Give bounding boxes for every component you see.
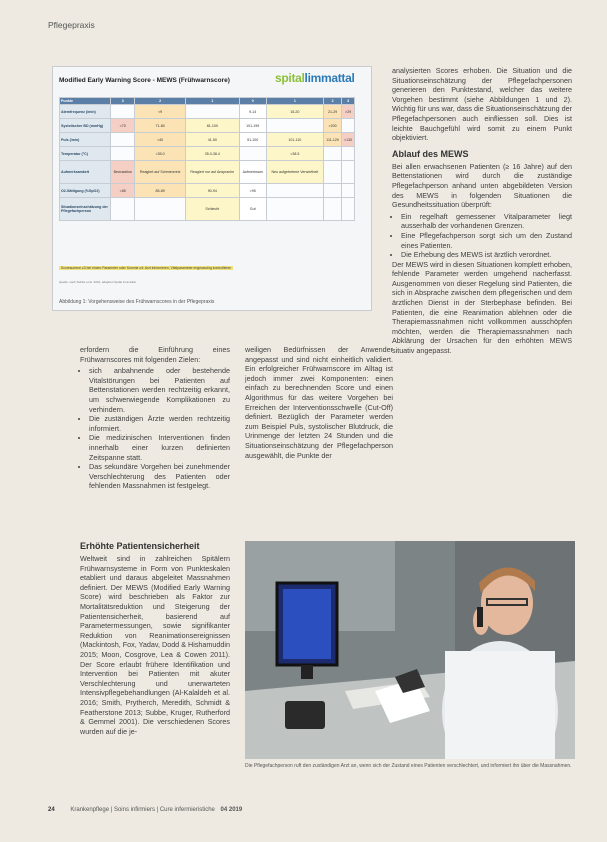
score-cell — [266, 119, 323, 133]
header-cell-score: 1 — [266, 98, 323, 105]
journal-name: Krankenpflege | Soins infirmiers | Cure infermieristiche — [70, 807, 215, 813]
score-cell: 111-129 — [324, 133, 342, 147]
table-row — [60, 198, 355, 221]
col3-paragraph: analysierten Scores erhoben. Die Situation und die Situationseinschätzung der Pflegefachpersonen generieren den Punktestand, welcher das weitere Vorgehen bestimmt (siehe Abbildungen 1 und 2). Wichtig für uns war, dass die Situationseinschätzung der Pflegefachpersonen auch einfliessen soll. Dies ist leichte Bauchgefühl wird somit zu einem Punkt objektiviert. — [392, 66, 572, 143]
row-label: Puls (/min) — [60, 133, 111, 147]
table-row — [60, 105, 355, 119]
score-cell: >95 — [239, 184, 266, 198]
list-item: • Das sekundäre Vorgehen bei zunehmender Verschlechterung des Patienten oder fehlenden Massnahmen ist festgelegt. — [89, 462, 230, 491]
row-label: Atemfrequenz (/min) — [60, 105, 111, 119]
mews-score-table — [59, 97, 355, 221]
ablauf-paragraph: Bei allen erwachsenen Patienten (≥ 16 Jahre) auf den Bettenstationen wird durch die zuständige Pflegefachperson anhand unten abgebildeten Version des MEWS in folgenden Situationen die Gesundheitssituation überprüft: — [392, 161, 572, 210]
score-cell: Aufmerksam — [239, 161, 266, 184]
score-cell — [135, 198, 185, 221]
score-cell: >130 — [342, 133, 355, 147]
score-cell: 21-29 — [324, 105, 342, 119]
score-cell: Bewusstlos — [111, 161, 135, 184]
section-2-paragraph: Weltweit sind in zahlreichen Spitälern Frühwarnsysteme in Form von Punkteskalen etabliert und daraus abgeleitet Massnahmen definiert. Der MEWS (Modified Early Warning Score) wird beschrieben als Faktor zur Mortalitätsreduktion und Steigerung der Patientensicherheit, basierend auf Parametermessungen, sowie signifikanter Reduktion von Reanimationsereignissen (Mackintosh, Fox, Yadav, Dodd & Hishamuddin 2015; Moon, Cosgrove, Lea & Cowen 2011). Der Score erlaubt frühere Identifikation und Intervention bei Patienten mit akuter Verschlechterung und unerwarteten Intensivpflegebehandlungen (Al-Kalaldeh et al. 2016; Smith, Prytherch, Meredith, Schmidt & Featherstone 2013; Subbe, Kruger, Rutherford & Gemmel 2001). Die verschiedenen Scores wurden auf die je- — [80, 554, 230, 736]
score-cell — [111, 133, 135, 147]
score-cell: Reagiert nur auf Ansprache — [185, 161, 239, 184]
list-item: • Ein regelhaft gemessener Vitalparameter liegt ausserhalb der vorhandenen Grenzen. — [401, 212, 572, 231]
page-number: 24 — [48, 807, 55, 813]
page-footer — [48, 807, 588, 813]
score-cell — [111, 198, 135, 221]
row-label: O2-Sättigung (%SpO2) — [60, 184, 111, 198]
column-1 — [80, 345, 230, 491]
score-cell: 15-20 — [266, 105, 323, 119]
ablauf-heading: Ablauf des MEWS — [392, 148, 469, 159]
ablauf-paragraph-2: Der MEWS wird in diesen Situationen komplett erhoben, fehlende Parameter werden umgehend nacherfasst. Ausgenommen von dieser Regelung sind Patienten, die sich in Absprache zwischen dem pflegerischen und dem ärztlichen Dienst in der Sterbephase befinden. Bei Patienten, die eine Reanimation ablehnen oder die Therapiemassnahmen nicht vollkommen ausschöpfen möchten, werden die Therapiemassnahmen nach Abklärung der Ursachen für den erhöhten MEWS situativ angepasst. — [392, 259, 572, 356]
list-item: • Die medizinischen Interventionen finden innerhalb einer kurzen definierten Zeitspanne statt. — [89, 433, 230, 462]
header-cell-score: 0 — [239, 98, 266, 105]
score-cell: <40 — [135, 133, 185, 147]
score-cell: 41-50 — [185, 133, 239, 147]
figure-caption: Abbildung 1: Vorgehensweise des Frühwarnscores in der Pflegepraxis — [59, 299, 215, 305]
list-item: • Die zuständigen Ärzte werden rechtzeitig informiert. — [89, 414, 230, 433]
header-cell-score: 3 — [111, 98, 135, 105]
list-item: • sich anbahnende oder bestehende Vitalstörungen bei Patienten auf Bettenstationen werden rechtzeitig erkannt, um schwerwiegende Komplikationen zu verhindern. — [89, 366, 230, 414]
score-cell: 101-110 — [266, 133, 323, 147]
score-cell: 85-89 — [135, 184, 185, 198]
score-cell: Reagiert auf Schmerzreiz — [135, 161, 185, 184]
score-cell — [324, 161, 342, 184]
header-cell-score: 3 — [342, 98, 355, 105]
row-label: Aufmerksamkeit — [60, 161, 111, 184]
header-cell-score: 2 — [135, 98, 185, 105]
score-cell — [342, 161, 355, 184]
score-legend: Scoresumme ≥3 bei einem Parameter oder Summe ≥4: Arzt informieren, Vitalparameter engmaschig kontrollieren — [61, 266, 232, 270]
score-cell: >200 — [324, 119, 342, 133]
score-cell: 9-14 — [239, 105, 266, 119]
score-cell: <35.0 — [135, 147, 185, 161]
score-cell: 101-199 — [239, 119, 266, 133]
mews-figure — [52, 66, 372, 311]
score-cell — [239, 147, 266, 161]
header-cell-score: 2 — [324, 98, 342, 105]
score-cell — [324, 198, 342, 221]
score-cell: >38.5 — [266, 147, 323, 161]
table-row — [60, 119, 355, 133]
score-cell: Schlecht — [185, 198, 239, 221]
list-item: • Die Erhebung des MEWS ist ärztlich verordnet. — [401, 250, 572, 260]
nurse-phone-photo — [245, 541, 575, 759]
score-cell — [324, 147, 342, 161]
figure-source: Quelle: nach Subbe et al. 2001, adaptiert Spital Limmattal — [59, 280, 136, 284]
header-cell-score: 1 — [185, 98, 239, 105]
table-row — [60, 184, 355, 198]
table-header-row — [60, 98, 355, 105]
row-label: Temperatur (°C) — [60, 147, 111, 161]
score-cell: <9 — [135, 105, 185, 119]
goals-list — [80, 366, 230, 491]
table-row — [60, 147, 355, 161]
col2-paragraph: weiligen Bedürfnissen der Anwender angepasst und sind nicht einheitlich validiert. Ein erfolgreicher Frühwarnscore im Alltag ist jedoch immer zwei Komponenten: einen einfach zu berechnenden Score und einen Algorithmus für das weitere Vorgehen bei Erreichen der Interventionsschwelle (Cut-Off) definiert. Bezüglich der Parameter werden zum Beispiel Puls, systolischer Blutdruck, die Urinmenge der letzten 24 Stunden und die Situationseinschätzung der Pflegefachperson ausgewählt, die Punkte der — [245, 345, 393, 460]
figure-title: Modified Early Warning Score - MEWS (Frühwarnscore) — [59, 77, 230, 84]
ablauf-list — [392, 212, 572, 260]
score-cell — [342, 147, 355, 161]
score-cell — [342, 119, 355, 133]
issue-number: 04 2019 — [220, 807, 243, 813]
score-cell — [111, 147, 135, 161]
score-cell: <85 — [111, 184, 135, 198]
score-cell — [266, 198, 323, 221]
spital-limmattal-logo: spitallimmattal — [275, 71, 355, 85]
table-row — [60, 161, 355, 184]
list-item: • Eine Pflegefachperson sorgt sich um den Zustand eines Patienten. — [401, 231, 572, 250]
score-cell — [324, 184, 342, 198]
score-cell — [185, 105, 239, 119]
section-2 — [80, 541, 230, 738]
column-2 — [245, 345, 393, 462]
score-cell: 71-80 — [135, 119, 185, 133]
table-row — [60, 133, 355, 147]
running-header: Pflegepraxis — [48, 20, 95, 30]
score-cell — [342, 184, 355, 198]
score-cell: Neu aufgetretene Verwirrtheit — [266, 161, 323, 184]
col1-paragraph: erfordern die Einführung eines Frühwarnscores mit folgenden Zielen: — [80, 345, 230, 364]
score-cell: Gut — [239, 198, 266, 221]
photo-caption: Die Pflegefachperson ruft den zuständigen Arzt an, wenn sich der Zustand eines Patienten verschlechtert, und informiert ihn über die Massnahmen. — [245, 763, 572, 769]
score-cell — [266, 184, 323, 198]
score-cell: 51-100 — [239, 133, 266, 147]
column-3 — [392, 66, 572, 358]
score-cell — [342, 198, 355, 221]
row-label: Systolischer BD (mmHg) — [60, 119, 111, 133]
score-cell: 35.0-38.4 — [185, 147, 239, 161]
score-cell: 81-100 — [185, 119, 239, 133]
row-label: Situationseinschätzung der Pflegefachperson — [60, 198, 111, 221]
photo-illustration — [245, 541, 575, 759]
header-cell-label: Punkte — [60, 98, 111, 105]
score-cell: 90-94 — [185, 184, 239, 198]
score-cell: >29 — [342, 105, 355, 119]
section-2-heading: Erhöhte Patientensicherheit — [80, 541, 200, 551]
score-cell — [111, 105, 135, 119]
score-cell: <70 — [111, 119, 135, 133]
